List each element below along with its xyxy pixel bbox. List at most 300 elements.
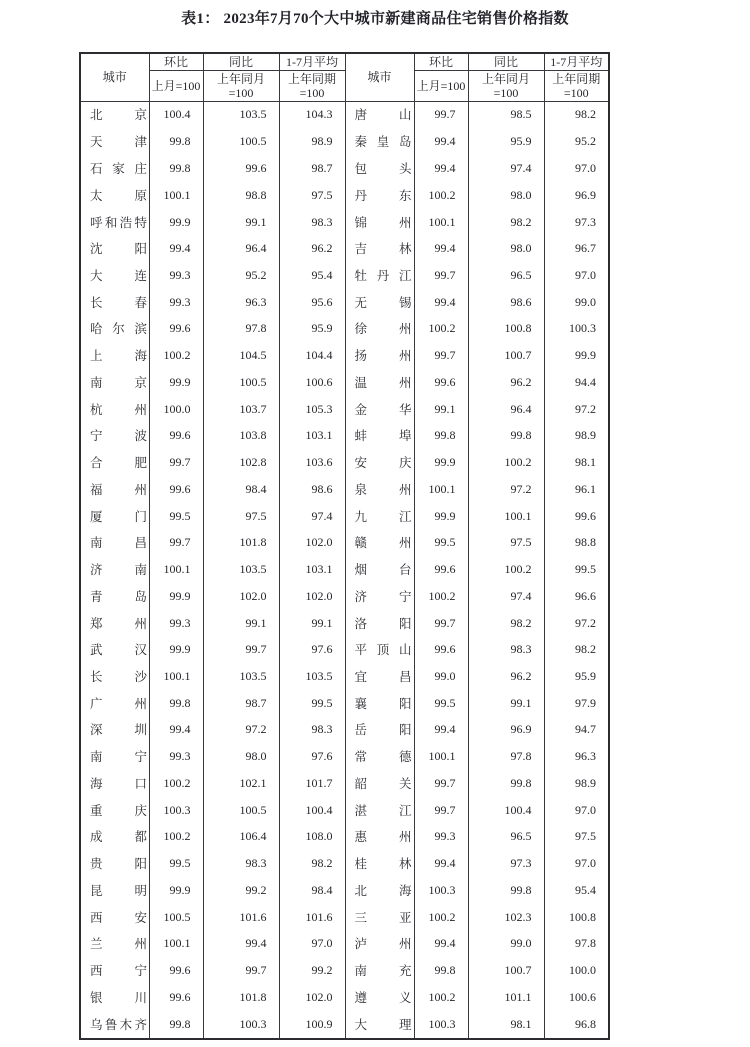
mom-value: 99.5 <box>149 503 203 530</box>
city-cell <box>345 770 414 797</box>
avg-value: 100.0 <box>544 957 609 984</box>
avg-value: 102.0 <box>279 984 345 1011</box>
city-cell <box>80 476 149 503</box>
city-cell <box>80 182 149 209</box>
avg-value: 96.1 <box>544 476 609 503</box>
city-cell <box>345 316 414 343</box>
avg-value: 103.1 <box>279 423 345 450</box>
city-cell <box>80 423 149 450</box>
city-name: 桂林 <box>354 857 412 872</box>
city-cell <box>345 155 414 182</box>
city-name: 包头 <box>354 162 412 177</box>
mom-value: 100.1 <box>149 930 203 957</box>
avg-value: 100.6 <box>544 984 609 1011</box>
yoy-value: 98.8 <box>203 182 279 209</box>
avg-value: 96.9 <box>544 182 609 209</box>
yoy-value: 97.5 <box>203 503 279 530</box>
table-row <box>80 583 609 610</box>
city-name: 贵阳 <box>90 857 147 872</box>
mom-value: 100.2 <box>414 182 468 209</box>
avg-value: 103.1 <box>279 556 345 583</box>
table-row <box>80 503 609 530</box>
avg-value: 94.4 <box>544 369 609 396</box>
mom-value: 99.4 <box>414 717 468 744</box>
city-cell <box>80 904 149 931</box>
yoy-value: 99.6 <box>203 155 279 182</box>
yoy-value: 97.4 <box>468 583 544 610</box>
mom-value: 100.2 <box>414 904 468 931</box>
city-cell <box>345 1011 414 1039</box>
yoy-value: 97.8 <box>468 743 544 770</box>
city-cell <box>80 850 149 877</box>
table-row <box>80 262 609 289</box>
avg-value: 95.4 <box>279 262 345 289</box>
header-avg-base-line1: 上年同期 <box>552 71 601 86</box>
table-row <box>80 182 609 209</box>
avg-value: 98.1 <box>544 449 609 476</box>
city-cell <box>80 449 149 476</box>
header-mom-base-right: 上月=100 <box>414 70 468 101</box>
yoy-value: 98.2 <box>468 610 544 637</box>
city-cell <box>80 930 149 957</box>
city-name: 宁波 <box>90 429 147 444</box>
yoy-value: 100.4 <box>468 797 544 824</box>
city-cell <box>345 449 414 476</box>
mom-value: 100.2 <box>149 342 203 369</box>
mom-value: 100.0 <box>149 396 203 423</box>
avg-value: 102.0 <box>279 529 345 556</box>
city-name: 北海 <box>354 883 412 898</box>
avg-value: 96.6 <box>544 583 609 610</box>
avg-value: 103.6 <box>279 449 345 476</box>
header-city-left: 城市 <box>80 53 149 101</box>
header-avg-base-line2: =100 <box>299 85 325 100</box>
city-cell <box>80 717 149 744</box>
city-name: 石家庄 <box>90 162 147 177</box>
city-cell <box>80 369 149 396</box>
avg-value: 98.8 <box>544 529 609 556</box>
yoy-value: 96.5 <box>468 262 544 289</box>
avg-value: 94.7 <box>544 717 609 744</box>
avg-value: 98.2 <box>544 636 609 663</box>
yoy-value: 96.4 <box>468 396 544 423</box>
city-cell <box>345 610 414 637</box>
avg-value: 97.6 <box>279 743 345 770</box>
table-header <box>80 53 609 101</box>
city-name: 天津 <box>90 135 147 150</box>
city-name: 南宁 <box>90 750 147 765</box>
header-avg-right: 1-7月平均 <box>544 53 609 70</box>
header-yoy-base-line2: =100 <box>228 85 254 100</box>
city-name: 宜昌 <box>354 669 412 684</box>
avg-value: 99.5 <box>544 556 609 583</box>
yoy-value: 97.2 <box>468 476 544 503</box>
city-cell <box>345 904 414 931</box>
yoy-value: 100.5 <box>203 369 279 396</box>
yoy-value: 98.2 <box>468 209 544 236</box>
city-cell <box>80 396 149 423</box>
city-name: 兰州 <box>90 937 147 952</box>
mom-value: 99.7 <box>414 770 468 797</box>
city-cell <box>80 984 149 1011</box>
city-name: 武汉 <box>90 643 147 658</box>
yoy-value: 96.3 <box>203 289 279 316</box>
avg-value: 95.9 <box>279 316 345 343</box>
avg-value: 101.7 <box>279 770 345 797</box>
mom-value: 99.9 <box>414 449 468 476</box>
city-cell <box>80 1011 149 1039</box>
yoy-value: 101.8 <box>203 984 279 1011</box>
city-cell <box>345 690 414 717</box>
table-row <box>80 209 609 236</box>
mom-value: 99.3 <box>149 262 203 289</box>
mom-value: 99.6 <box>414 556 468 583</box>
city-name: 湛江 <box>354 803 412 818</box>
city-cell <box>345 369 414 396</box>
mom-value: 99.5 <box>414 690 468 717</box>
city-cell <box>80 663 149 690</box>
yoy-value: 103.5 <box>203 101 279 128</box>
city-name: 九江 <box>354 509 412 524</box>
header-mom-base-left: 上月=100 <box>149 70 203 101</box>
mom-value: 99.7 <box>414 262 468 289</box>
yoy-value: 99.2 <box>203 877 279 904</box>
table-row <box>80 235 609 262</box>
table-row <box>80 636 609 663</box>
mom-value: 99.5 <box>414 529 468 556</box>
table-row <box>80 396 609 423</box>
avg-value: 100.6 <box>279 369 345 396</box>
yoy-value: 100.7 <box>468 342 544 369</box>
avg-value: 97.2 <box>544 396 609 423</box>
avg-value: 99.6 <box>544 503 609 530</box>
yoy-value: 100.3 <box>203 1011 279 1039</box>
city-name: 福州 <box>90 482 147 497</box>
city-cell <box>80 583 149 610</box>
yoy-value: 98.5 <box>468 101 544 128</box>
header-city-right: 城市 <box>345 53 414 101</box>
yoy-value: 102.8 <box>203 449 279 476</box>
avg-value: 96.7 <box>544 235 609 262</box>
avg-value: 99.1 <box>279 610 345 637</box>
avg-value: 100.3 <box>544 316 609 343</box>
mom-value: 99.7 <box>414 342 468 369</box>
avg-value: 95.4 <box>544 877 609 904</box>
city-cell <box>345 850 414 877</box>
table-row <box>80 850 609 877</box>
avg-value: 98.9 <box>544 770 609 797</box>
table-row <box>80 663 609 690</box>
mom-value: 99.6 <box>149 476 203 503</box>
city-name: 北京 <box>90 108 147 123</box>
yoy-value: 106.4 <box>203 824 279 851</box>
mom-value: 100.2 <box>414 984 468 1011</box>
table-row <box>80 423 609 450</box>
avg-value: 97.0 <box>544 262 609 289</box>
yoy-value: 100.2 <box>468 449 544 476</box>
avg-value: 96.2 <box>279 235 345 262</box>
mom-value: 99.3 <box>149 610 203 637</box>
table-row <box>80 101 609 128</box>
table-row <box>80 770 609 797</box>
header-yoy-base-line1: 上年同月 <box>481 71 530 86</box>
yoy-value: 97.4 <box>468 155 544 182</box>
price-index-table <box>79 52 610 1040</box>
city-name: 无锡 <box>354 295 412 310</box>
city-cell <box>345 824 414 851</box>
city-cell <box>80 262 149 289</box>
table-row <box>80 797 609 824</box>
city-name: 平顶山 <box>354 643 412 658</box>
avg-value: 95.2 <box>544 128 609 155</box>
yoy-value: 98.3 <box>203 850 279 877</box>
header-avg-base-line1: 上年同期 <box>287 71 336 86</box>
mom-value: 99.4 <box>414 235 468 262</box>
yoy-value: 104.5 <box>203 342 279 369</box>
city-name: 厦门 <box>90 509 147 524</box>
mom-value: 99.9 <box>149 369 203 396</box>
city-name: 扬州 <box>354 349 412 364</box>
mom-value: 100.2 <box>414 316 468 343</box>
mom-value: 100.1 <box>149 556 203 583</box>
city-cell <box>345 663 414 690</box>
city-cell <box>80 636 149 663</box>
city-cell <box>80 342 149 369</box>
city-cell <box>345 529 414 556</box>
mom-value: 99.6 <box>414 369 468 396</box>
mom-value: 99.5 <box>149 850 203 877</box>
city-name: 丹东 <box>354 188 412 203</box>
header-yoy-base-line2: =100 <box>493 85 519 100</box>
avg-value: 97.5 <box>544 824 609 851</box>
yoy-value: 99.0 <box>468 930 544 957</box>
city-name: 广州 <box>90 696 147 711</box>
yoy-value: 99.4 <box>203 930 279 957</box>
city-name: 惠州 <box>354 830 412 845</box>
avg-value: 98.3 <box>279 717 345 744</box>
city-name: 南充 <box>354 964 412 979</box>
avg-value: 96.3 <box>544 743 609 770</box>
city-name: 昆明 <box>90 883 147 898</box>
city-name: 西安 <box>90 910 147 925</box>
city-cell <box>80 209 149 236</box>
yoy-value: 103.5 <box>203 556 279 583</box>
city-cell <box>345 476 414 503</box>
header-avg-base-left <box>279 70 345 101</box>
table-row <box>80 556 609 583</box>
mom-value: 99.9 <box>414 503 468 530</box>
city-name: 赣州 <box>354 536 412 551</box>
mom-value: 99.7 <box>414 610 468 637</box>
header-avg-base-right <box>544 70 609 101</box>
yoy-value: 103.5 <box>203 663 279 690</box>
header-mom-left: 环比 <box>149 53 203 70</box>
avg-value: 105.3 <box>279 396 345 423</box>
city-name: 常德 <box>354 750 412 765</box>
yoy-value: 95.9 <box>468 128 544 155</box>
city-cell <box>345 636 414 663</box>
header-avg-left: 1-7月平均 <box>279 53 345 70</box>
yoy-value: 101.6 <box>203 904 279 931</box>
table-row <box>80 957 609 984</box>
yoy-value: 96.2 <box>468 369 544 396</box>
table-row <box>80 930 609 957</box>
yoy-value: 99.7 <box>203 957 279 984</box>
city-cell <box>345 717 414 744</box>
city-name: 西宁 <box>90 964 147 979</box>
mom-value: 99.0 <box>414 663 468 690</box>
city-cell <box>345 396 414 423</box>
avg-value: 104.3 <box>279 101 345 128</box>
city-cell <box>345 797 414 824</box>
city-name: 锦州 <box>354 215 412 230</box>
city-name: 烟台 <box>354 563 412 578</box>
city-cell <box>345 262 414 289</box>
city-name: 银川 <box>90 990 147 1005</box>
city-cell <box>80 824 149 851</box>
avg-value: 108.0 <box>279 824 345 851</box>
city-name: 泸州 <box>354 937 412 952</box>
city-name: 大连 <box>90 268 147 283</box>
mom-value: 99.6 <box>149 984 203 1011</box>
mom-value: 99.9 <box>149 636 203 663</box>
city-name: 金华 <box>354 402 412 417</box>
yoy-value: 99.8 <box>468 877 544 904</box>
city-name: 泉州 <box>354 482 412 497</box>
city-name: 哈尔滨 <box>90 322 147 337</box>
city-cell <box>80 529 149 556</box>
mom-value: 100.1 <box>149 182 203 209</box>
city-cell <box>345 583 414 610</box>
city-cell <box>80 957 149 984</box>
yoy-value: 100.5 <box>203 797 279 824</box>
mom-value: 100.1 <box>414 743 468 770</box>
city-name: 秦皇岛 <box>354 135 412 150</box>
avg-value: 97.8 <box>544 930 609 957</box>
city-cell <box>345 743 414 770</box>
city-name: 安庆 <box>354 456 412 471</box>
mom-value: 99.1 <box>414 396 468 423</box>
city-cell <box>345 235 414 262</box>
avg-value: 99.5 <box>279 690 345 717</box>
mom-value: 99.9 <box>149 877 203 904</box>
avg-value: 97.2 <box>544 610 609 637</box>
mom-value: 99.3 <box>149 289 203 316</box>
avg-value: 97.3 <box>544 209 609 236</box>
avg-value: 103.5 <box>279 663 345 690</box>
city-name: 沈阳 <box>90 242 147 257</box>
table-row <box>80 717 609 744</box>
yoy-value: 98.0 <box>468 182 544 209</box>
avg-value: 98.2 <box>544 101 609 128</box>
yoy-value: 97.8 <box>203 316 279 343</box>
mom-value: 99.4 <box>149 235 203 262</box>
mom-value: 100.3 <box>414 877 468 904</box>
avg-value: 97.0 <box>544 797 609 824</box>
avg-value: 97.4 <box>279 503 345 530</box>
yoy-value: 102.1 <box>203 770 279 797</box>
city-cell <box>345 957 414 984</box>
city-cell <box>345 209 414 236</box>
yoy-value: 102.3 <box>468 904 544 931</box>
yoy-value: 98.4 <box>203 476 279 503</box>
city-name: 牡丹江 <box>354 268 412 283</box>
yoy-value: 95.2 <box>203 262 279 289</box>
table-row <box>80 904 609 931</box>
avg-value: 101.6 <box>279 904 345 931</box>
city-cell <box>80 316 149 343</box>
avg-value: 95.6 <box>279 289 345 316</box>
city-name: 合肥 <box>90 456 147 471</box>
yoy-value: 103.7 <box>203 396 279 423</box>
header-yoy-right: 同比 <box>468 53 544 70</box>
city-name: 郑州 <box>90 616 147 631</box>
yoy-value: 100.2 <box>468 556 544 583</box>
table-row <box>80 369 609 396</box>
yoy-value: 97.3 <box>468 850 544 877</box>
mom-value: 99.7 <box>414 797 468 824</box>
yoy-value: 98.3 <box>468 636 544 663</box>
city-cell <box>345 342 414 369</box>
yoy-value: 97.5 <box>468 529 544 556</box>
avg-value: 99.2 <box>279 957 345 984</box>
table-row <box>80 743 609 770</box>
header-row-top <box>80 53 609 70</box>
mom-value: 99.9 <box>149 209 203 236</box>
header-yoy-base-right <box>468 70 544 101</box>
mom-value: 99.6 <box>414 636 468 663</box>
city-cell <box>345 556 414 583</box>
mom-value: 100.3 <box>149 797 203 824</box>
table-row <box>80 877 609 904</box>
city-cell <box>80 610 149 637</box>
mom-value: 100.1 <box>149 663 203 690</box>
yoy-value: 100.8 <box>468 316 544 343</box>
avg-value: 100.8 <box>544 904 609 931</box>
city-cell <box>345 877 414 904</box>
yoy-value: 98.0 <box>203 743 279 770</box>
yoy-value: 97.2 <box>203 717 279 744</box>
avg-value: 99.9 <box>544 342 609 369</box>
city-name: 蚌埠 <box>354 429 412 444</box>
city-name: 青岛 <box>90 589 147 604</box>
mom-value: 99.6 <box>149 957 203 984</box>
table-row <box>80 128 609 155</box>
mom-value: 99.8 <box>414 423 468 450</box>
yoy-value: 99.8 <box>468 770 544 797</box>
mom-value: 100.1 <box>414 209 468 236</box>
city-name: 南昌 <box>90 536 147 551</box>
city-cell <box>345 984 414 1011</box>
table-row <box>80 155 609 182</box>
yoy-value: 101.1 <box>468 984 544 1011</box>
city-name: 长沙 <box>90 669 147 684</box>
city-cell <box>345 503 414 530</box>
city-name: 太原 <box>90 188 147 203</box>
table-row <box>80 984 609 1011</box>
table-row <box>80 610 609 637</box>
mom-value: 100.4 <box>149 101 203 128</box>
yoy-value: 98.6 <box>468 289 544 316</box>
city-name: 济宁 <box>354 589 412 604</box>
city-name: 遵义 <box>354 990 412 1005</box>
city-cell <box>345 423 414 450</box>
header-avg-base-line2: =100 <box>563 85 589 100</box>
city-cell <box>80 101 149 128</box>
mom-value: 99.8 <box>149 128 203 155</box>
avg-value: 97.9 <box>544 690 609 717</box>
yoy-value: 98.0 <box>468 235 544 262</box>
